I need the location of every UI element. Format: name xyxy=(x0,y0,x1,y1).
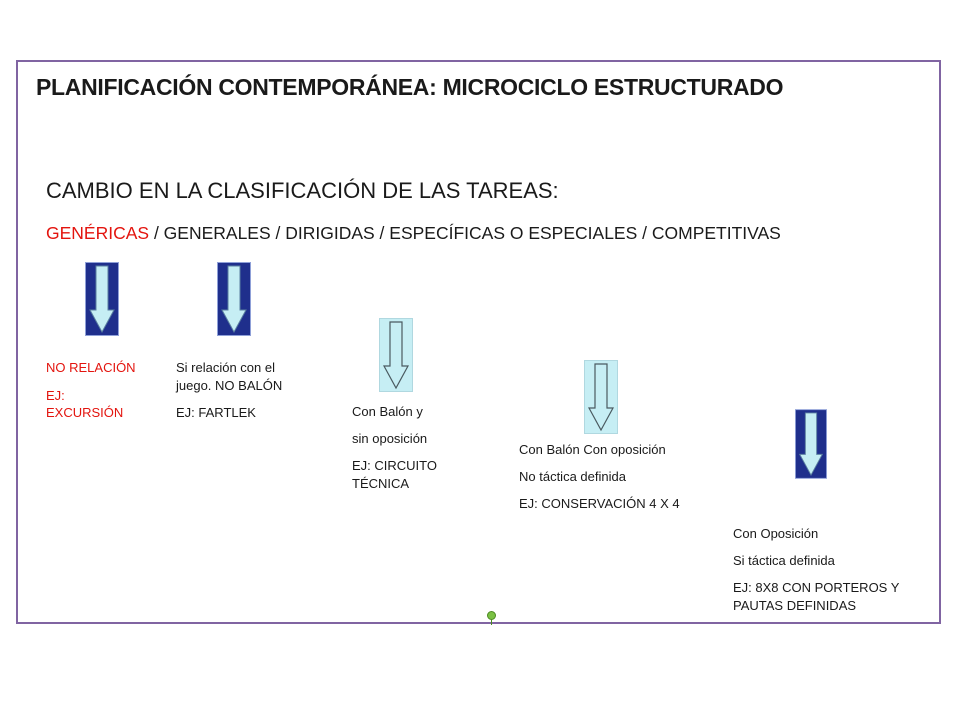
down-arrow-icon xyxy=(584,360,618,434)
col2-line1: Si relación con el xyxy=(176,360,275,375)
col5-line4: PAUTAS DEFINIDAS xyxy=(733,598,857,613)
col1-line2: EJ: xyxy=(46,388,65,403)
col4-line3: EJ: CONSERVACIÓN 4 X 4 xyxy=(519,496,680,511)
down-arrow-icon xyxy=(795,408,827,480)
col2-line2: juego. NO BALÓN xyxy=(176,378,283,393)
slide-title: PLANIFICACIÓN CONTEMPORÁNEA: MICROCICLO ESTRUCTURADO xyxy=(36,74,784,100)
col4-line1: Con Balón Con oposición xyxy=(519,442,666,457)
task-categories xyxy=(46,223,781,244)
category-others: / GENERALES / DIRIGIDAS / ESPECÍFICAS O ESPECIALES / COMPETITIVAS xyxy=(149,223,781,243)
col3-line2: sin oposición xyxy=(352,431,428,446)
col3-line1: Con Balón y xyxy=(352,404,423,419)
rotation-handle-stem xyxy=(491,619,492,625)
col3-line3: EJ: CIRCUITO xyxy=(352,458,437,473)
col5-line1: Con Oposición xyxy=(733,526,819,541)
down-arrow-icon xyxy=(85,262,119,336)
col2-line3: EJ: FARTLEK xyxy=(176,405,256,420)
slide-subtitle: CAMBIO EN LA CLASIFICACIÓN DE LAS TAREAS: xyxy=(46,178,559,203)
col5-line3: EJ: 8X8 CON PORTEROS Y xyxy=(733,580,900,595)
col1-line1: NO RELACIÓN xyxy=(46,360,136,375)
down-arrow-icon xyxy=(217,262,251,336)
col5-line2: Si táctica definida xyxy=(733,553,835,568)
col3-line4: TÉCNICA xyxy=(352,476,410,491)
col4-line2: No táctica definida xyxy=(519,469,626,484)
down-arrow-icon xyxy=(379,318,413,392)
category-genericas: GENÉRICAS xyxy=(46,223,150,243)
col1-line3: EXCURSIÓN xyxy=(46,405,124,420)
